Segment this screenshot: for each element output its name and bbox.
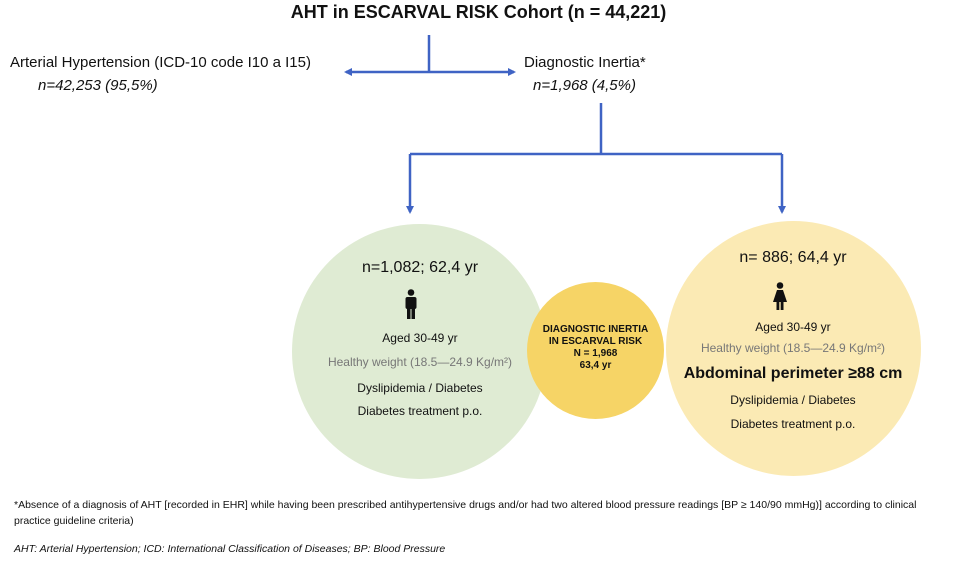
hypertension-label: Arterial Hypertension (ICD-10 code I10 a I15) (10, 54, 311, 71)
center-line-2: IN ESCARVAL RISK (548, 336, 643, 347)
center-summary-text (527, 324, 664, 372)
female-count: n= 886; 64,4 yr (739, 249, 847, 266)
male-person-icon (404, 289, 418, 319)
female-comorbidity: Dyslipidemia / Diabetes (730, 393, 856, 407)
inertia-footnote: *Absence of a diagnosis of AHT [recorded in EHR] while having been prescribed antihypertensive drugs and/or had two altered blood pressure readings [BP ≥ 140/90 mmHg)] according to clinical practice guideline criteria) (14, 499, 917, 527)
female-age: Aged 30-49 yr (755, 320, 831, 334)
female-person-icon (772, 282, 788, 310)
hypertension-count: n=42,253 (95,5%) (38, 77, 158, 94)
center-line-1: DIAGNOSTIC INERTIA (542, 324, 649, 335)
male-age: Aged 30-49 yr (382, 331, 458, 345)
center-line-3: N = 1,968 (573, 348, 618, 359)
female-treatment: Diabetes treatment p.o. (730, 417, 856, 431)
male-comorbidity: Dyslipidemia / Diabetes (357, 381, 483, 395)
inertia-label: Diagnostic Inertia* (524, 54, 646, 71)
male-count: n=1,082; 62,4 yr (361, 259, 479, 276)
abbreviations-note: AHT: Arterial Hypertension; ICD: International Classification of Diseases; BP: Blood Pressure (14, 543, 446, 555)
male-treatment: Diabetes treatment p.o. (357, 404, 483, 418)
diagram-title: AHT in ESCARVAL RISK Cohort (n = 44,221) (290, 2, 667, 22)
center-line-4: 63,4 yr (579, 360, 612, 371)
female-abdominal-perimeter: Abdominal perimeter ≥88 cm (683, 365, 903, 382)
male-weight: Healthy weight (18.5—24.9 Kg/m²) (327, 355, 513, 369)
inertia-count: n=1,968 (4,5%) (533, 77, 636, 94)
female-weight: Healthy weight (18.5—24.9 Kg/m²) (700, 341, 886, 355)
